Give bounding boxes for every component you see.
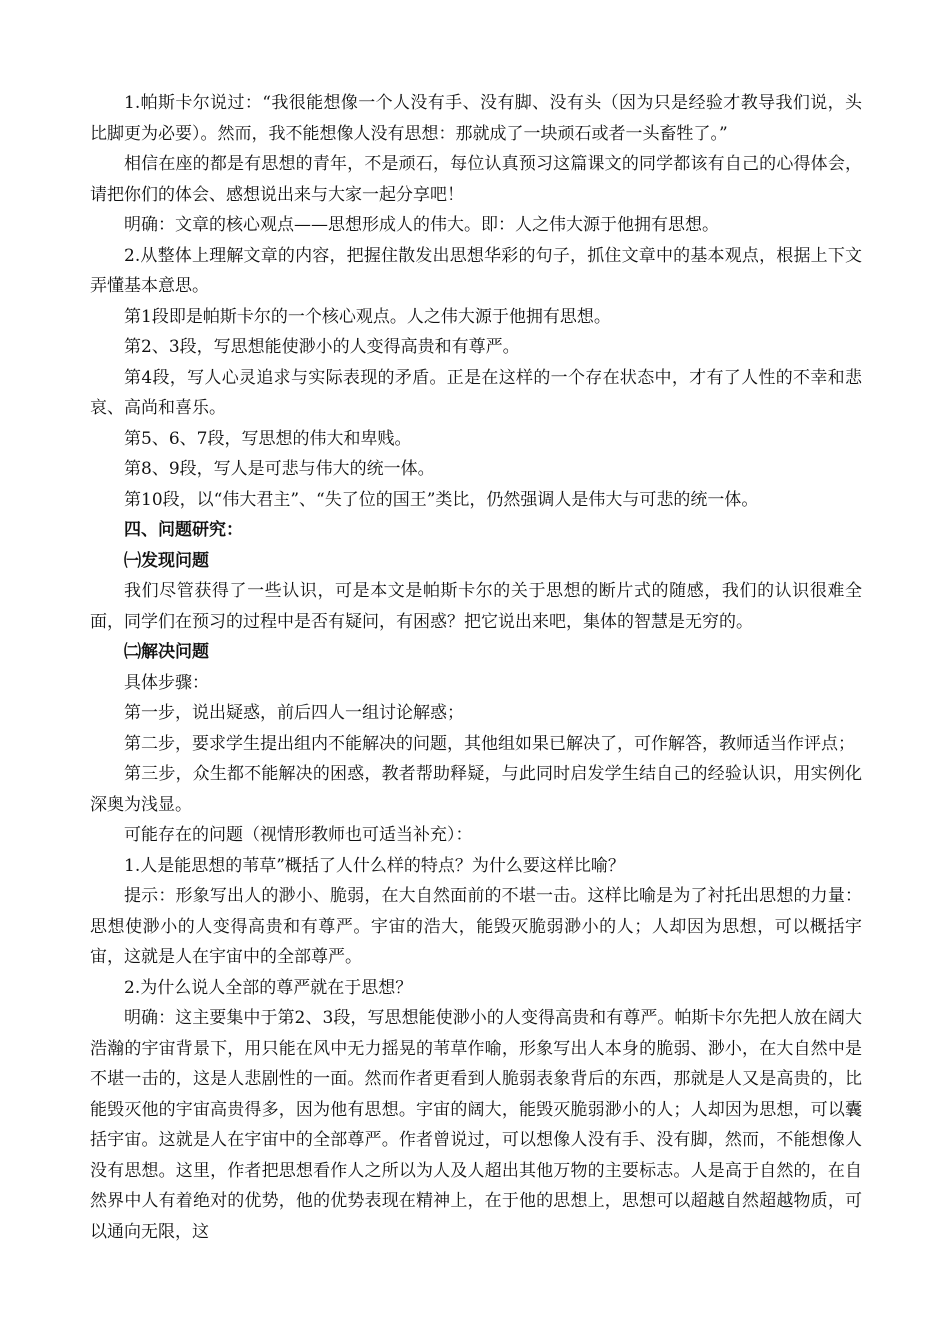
paragraph-step-2: 第二步，要求学生提出组内不能解决的问题，其他组如果已解决了，可作解答，教师适当作评点； (124, 733, 855, 754)
paragraph-section-1: 第1段即是帕斯卡尔的一个核心观点。人之伟大源于他拥有思想。 (124, 306, 611, 327)
paragraph-section-10: 第10段，以“伟大君主”、“失了位的国王”类比，仍然强调人是伟大与可悲的统一体。 (124, 489, 759, 510)
paragraph-section-2-3: 第2、3段，写思想能使渺小的人变得高贵和有尊严。 (124, 337, 520, 357)
paragraph-overall-understanding: 2.从整体上理解文章的内容，把握住散发出思想华彩的句子，抓住文章中的基本观点，根据上下文弄懂基本意思。 (90, 245, 862, 296)
paragraph-find-problems: 我们尽管获得了一些认识，可是本文是帕斯卡尔的关于思想的断片式的随感，我们的认识很难全面，同学们在预习的过程中是否有疑问，有困惑？把它说出来吧，集体的智慧是无穷的。 (90, 581, 862, 632)
paragraph-core-idea: 明确：文章的核心观点——思想形成人的伟大。即：人之伟大源于他拥有思想。 (124, 215, 719, 235)
paragraph-section-5-7: 第5、6、7段，写思想的伟大和卑贱。 (124, 428, 412, 449)
document-body (90, 88, 862, 1247)
paragraph-section-4: 第4段，写人心灵追求与实际表现的矛盾。正是在这样的一个存在状态中，才有了人性的不幸和悲哀、高尚和喜乐。 (90, 367, 862, 418)
paragraph-quote-pascal: 1.帕斯卡尔说过：“我很能想像一个人没有手、没有脚、没有头（因为只是经验才教导我们说，头比脚更为必要）。然而，我不能想像人没有思想：那就成了一块顽石或者一头畜牲了。” (90, 93, 862, 144)
heading-problem-research: 四、问题研究： (124, 520, 243, 540)
paragraph-section-8-9: 第8、9段，写人是可悲与伟大的统一体。 (124, 459, 435, 479)
paragraph-invite-sharing: 相信在座的都是有思想的青年，不是顽石，每位认真预习这篇课文的同学都该有自己的心得体会，请把你们的体会、感想说出来与大家一起分享吧！ (90, 154, 862, 205)
paragraph-question-2: 2.为什么说人全部的尊严就在于思想？ (124, 977, 413, 998)
heading-solve-problems: ㈡解决问题 (124, 642, 209, 662)
paragraph-step-1: 第一步，说出疑惑，前后四人一组讨论解惑； (124, 703, 464, 723)
paragraph-possible-questions: 可能存在的问题（视情形教师也可适当补充）： (124, 825, 473, 845)
paragraph-steps-label: 具体步骤： (124, 672, 209, 693)
heading-find-problems: ㈠发现问题 (124, 550, 209, 571)
paragraph-hint-1: 提示：形象写出人的渺小、脆弱，在大自然面前的不堪一击。这样比喻是为了衬托出思想的力量：思想使渺小的人变得高贵和有尊严。宇宙的浩大，能毁灭脆弱渺小的人；人却因为思想，可以概括宇宙，这就是人在宇宙中的全部尊严。 (90, 886, 862, 967)
paragraph-step-3: 第三步，众生都不能解决的困惑，教者帮助释疑，与此同时启发学生结自己的经验认识，用实例化深奥为浅显。 (90, 764, 862, 815)
paragraph-answer-2: 明确：这主要集中于第2、3段，写思想能使渺小的人变得高贵和有尊严。帕斯卡尔先把人放在阔大浩瀚的宇宙背景下，用只能在风中无力摇晃的苇草作喻，形象写出人本身的脆弱、渺小，在大自然中是不堪一击的，这是人悲剧性的一面。然而作者更看到人脆弱表象背后的东西，那就是人又是高贵的，比能毁灭他的宇宙高贵得多，因为他有思想。宇宙的阔大，能毁灭脆弱渺小的人；人却因为思想，可以囊括宇宙。这就是人在宇宙中的全部尊严。作者曾说过，可以想像人没有手、没有脚，然而，不能想像人没有思想。这里，作者把思想看作人之所以为人及人超出其他万物的主要标志。人是高于自然的，在自然界中人有着绝对的优势，他的优势表现在精神上，在于他的思想上，思想可以超越自然超越物质，可以通向无限，这 (90, 1008, 862, 1242)
paragraph-question-1: 1.人是能思想的苇草”概括了人什么样的特点？为什么要这样比喻？ (124, 855, 625, 876)
